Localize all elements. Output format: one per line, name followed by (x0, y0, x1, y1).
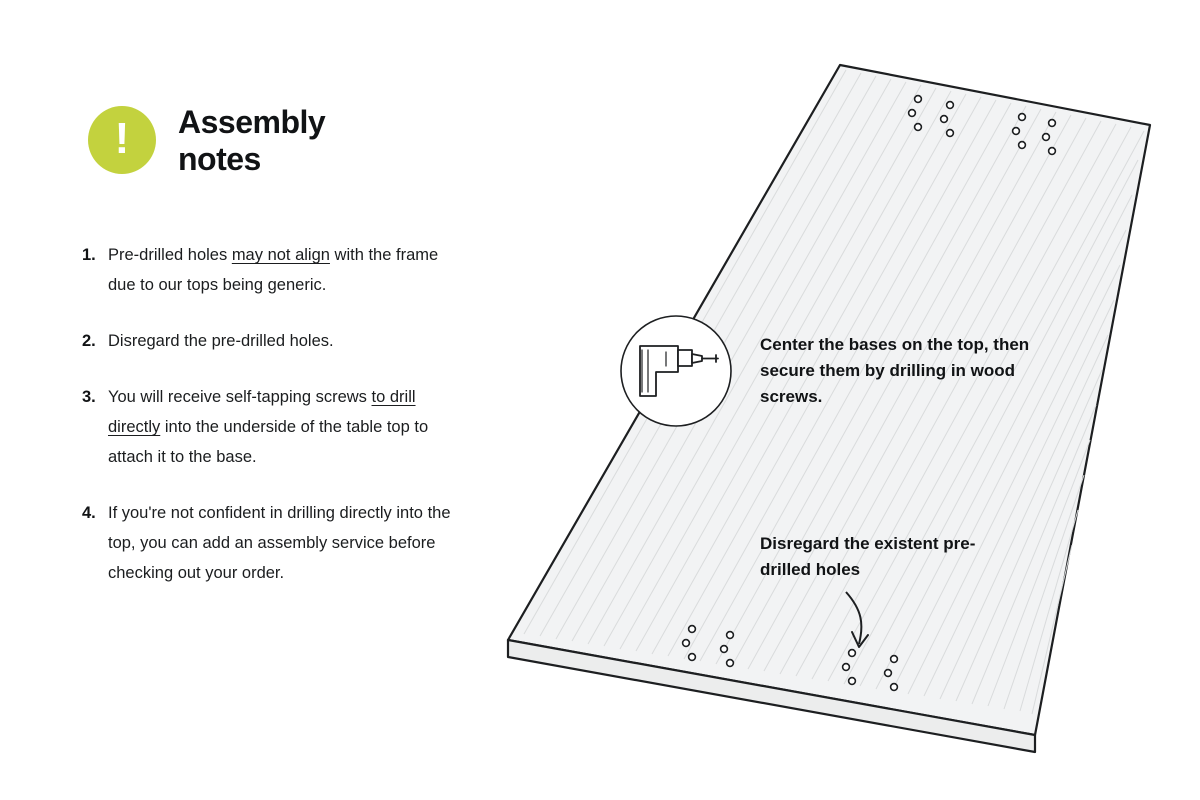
exclamation-icon (88, 106, 156, 174)
note-text-part: into the underside of the table top to attach it to the base. (108, 418, 429, 466)
note-text (108, 498, 470, 588)
note-text-emphasis: to drill directly (108, 388, 416, 436)
note-text (108, 240, 470, 300)
note-number: 3. (82, 388, 96, 406)
note-text-emphasis: may not align (231, 246, 330, 264)
page-title: Assembly notes (178, 104, 326, 177)
note-number: 4. (82, 504, 96, 522)
note-text-part: with the frame due to our tops being generic. (108, 246, 439, 294)
callout-center-bases: Center the bases on the top, then secure them by drilling in wood screws. (760, 335, 1030, 406)
note-number: 1. (82, 246, 96, 264)
tabletop-illustration (480, 0, 1200, 800)
note-text (108, 382, 470, 472)
note-text-part: You will receive self-tapping screws (108, 388, 372, 406)
list-item (82, 240, 482, 300)
note-text-part: Pre-drilled holes (108, 246, 232, 264)
assembly-notes-panel (0, 0, 500, 800)
note-text (108, 326, 334, 356)
exclamation-glyph: ! (114, 114, 130, 163)
note-number: 2. (82, 332, 96, 350)
list-item (82, 326, 482, 356)
list-item (82, 382, 482, 472)
note-text-part: If you're not confident in drilling directly into the top, you can add an assembly service before checking out your order. (108, 504, 451, 582)
note-text-part: Disregard the pre-drilled holes. (108, 332, 334, 350)
notes-header (88, 104, 408, 178)
callout-disregard-holes: Disregard the existent pre-drilled holes (760, 534, 976, 579)
notes-list (82, 240, 482, 614)
list-item (82, 498, 482, 588)
